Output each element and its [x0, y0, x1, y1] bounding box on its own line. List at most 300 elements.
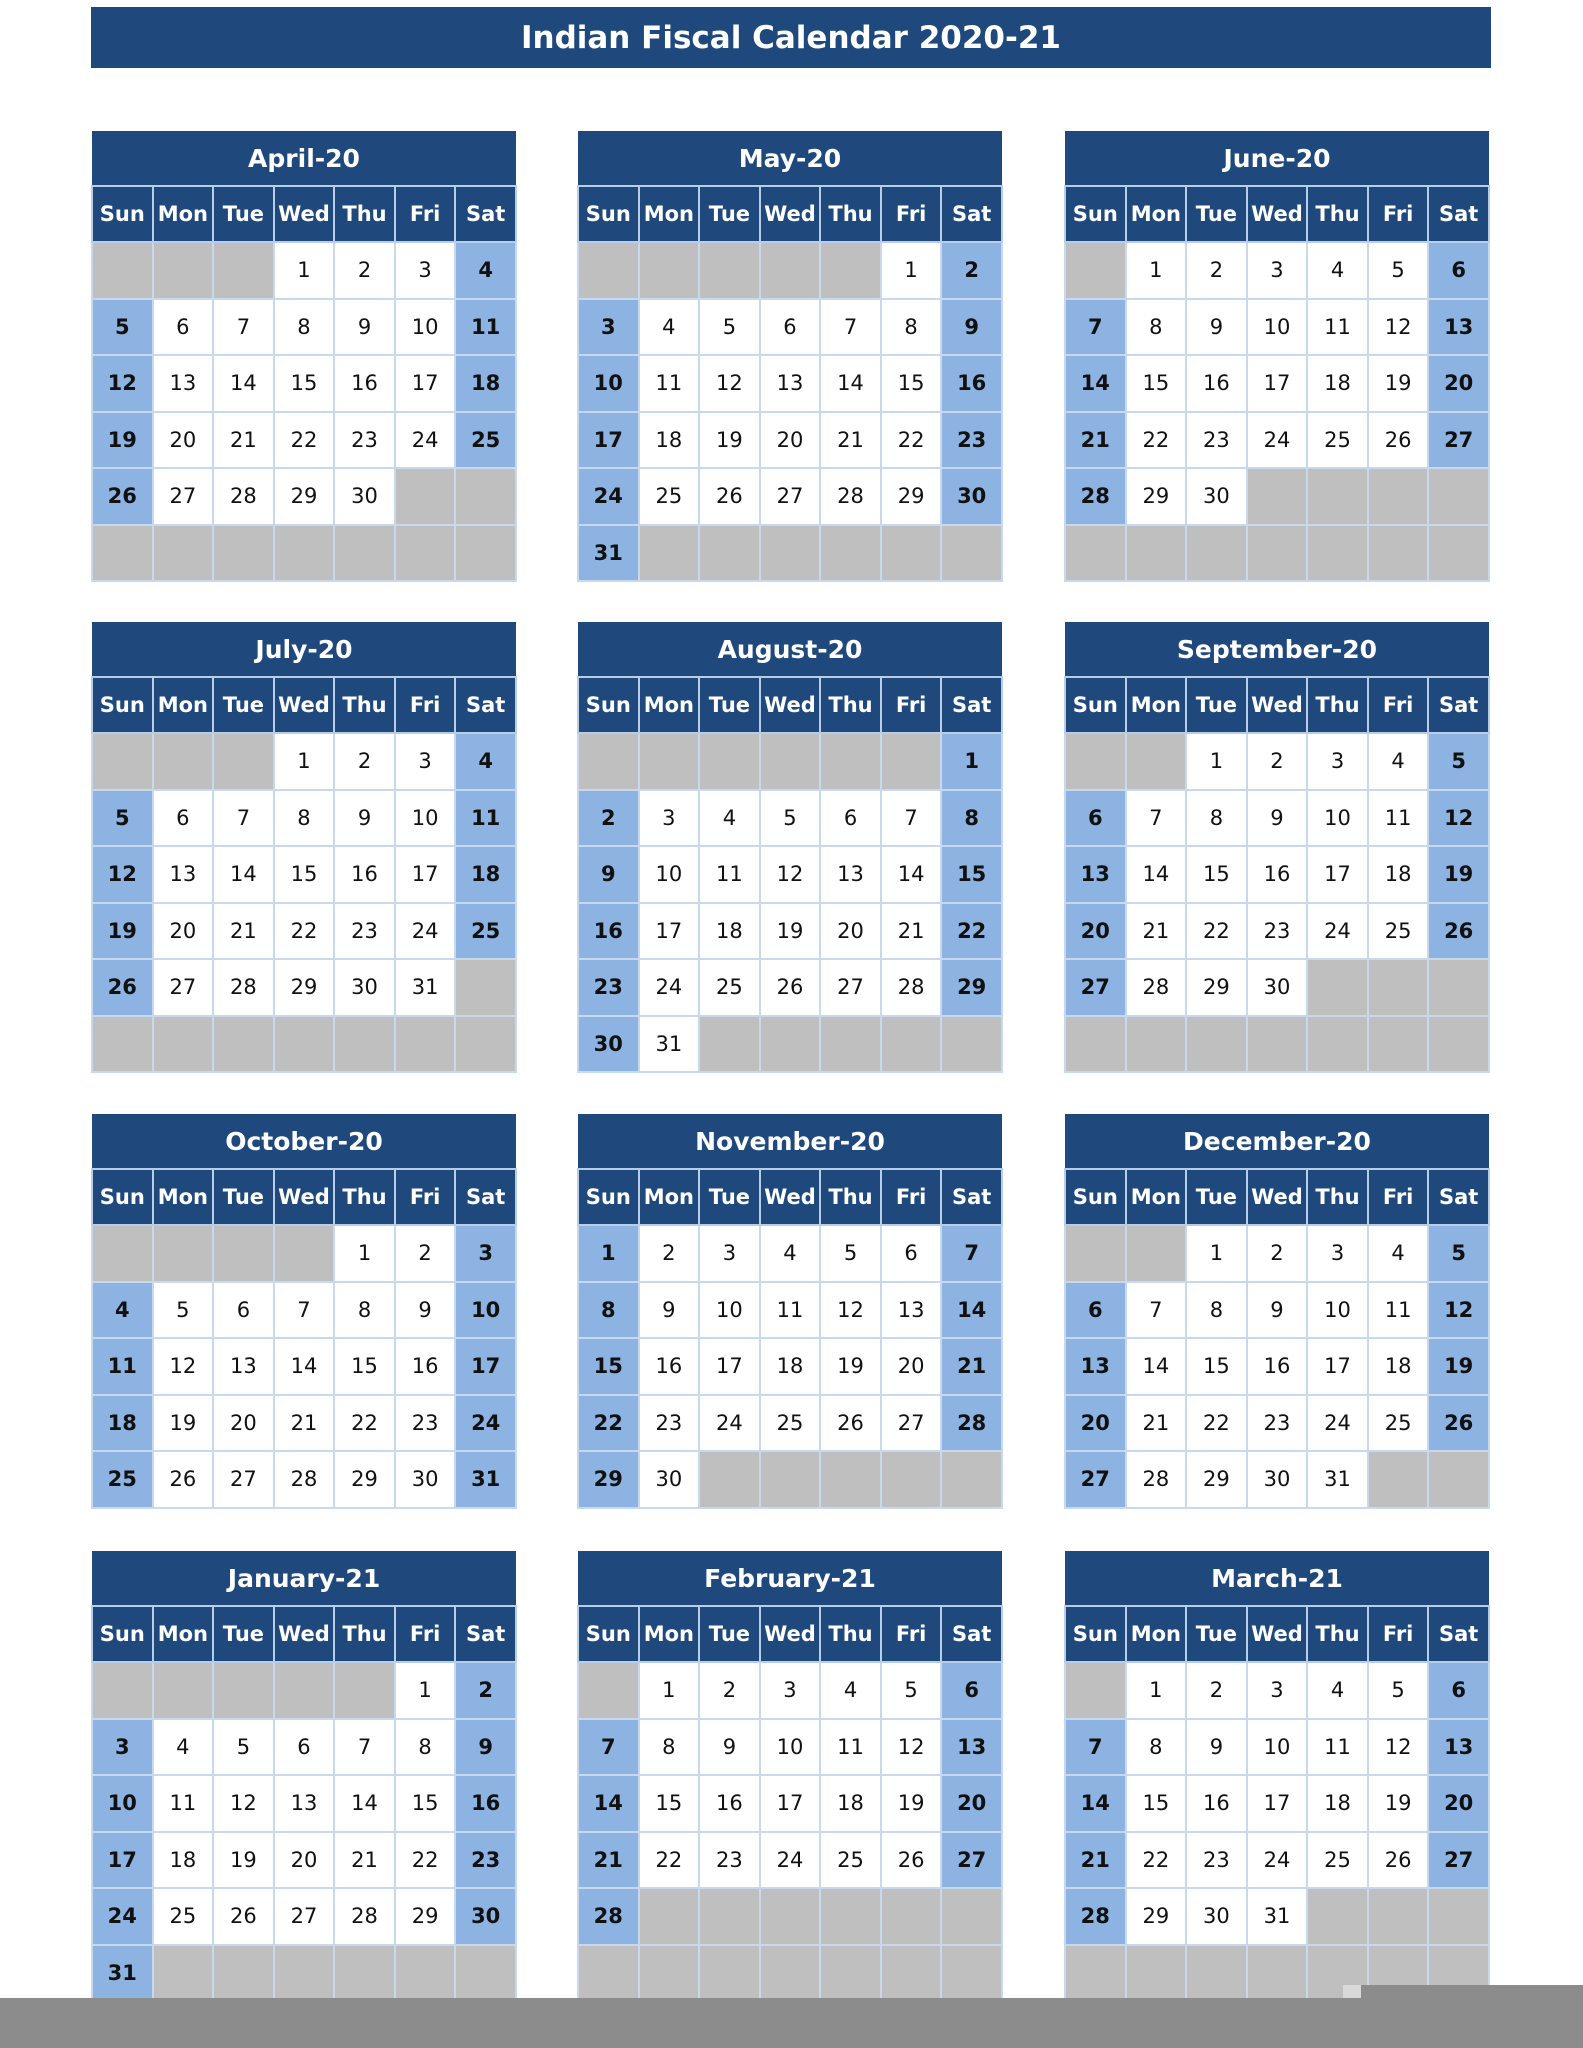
day-cell: 23 [1247, 1395, 1308, 1452]
month-calendar [577, 131, 1003, 582]
day-cell: 3 [1247, 1662, 1308, 1719]
day-cell: 4 [1307, 242, 1368, 299]
day-cell: 28 [941, 1395, 1002, 1452]
empty-day-cell [274, 1662, 335, 1719]
empty-day-cell [1368, 468, 1429, 525]
empty-day-cell [1307, 1888, 1368, 1945]
day-cell: 7 [941, 1225, 1002, 1282]
empty-day-cell [153, 733, 214, 790]
day-cell: 9 [1247, 790, 1308, 847]
day-cell: 4 [760, 1225, 821, 1282]
day-cell: 7 [274, 1282, 335, 1339]
day-cell: 6 [1065, 790, 1126, 847]
day-cell: 6 [760, 299, 821, 356]
day-cell: 12 [760, 846, 821, 903]
empty-day-cell [1126, 1945, 1187, 2002]
day-cell: 21 [1065, 1832, 1126, 1889]
empty-day-cell [941, 525, 1002, 582]
empty-day-cell [820, 1945, 881, 2002]
weekday-header: Mon [153, 186, 214, 242]
day-cell: 26 [881, 1832, 942, 1889]
month-title: May-20 [578, 131, 1002, 186]
day-cell: 16 [455, 1775, 516, 1832]
day-cell: 6 [941, 1662, 1002, 1719]
day-cell: 11 [1368, 790, 1429, 847]
day-cell: 3 [1307, 1225, 1368, 1282]
weekday-header: Mon [639, 1169, 700, 1225]
month-calendar [91, 131, 517, 582]
day-cell: 7 [213, 299, 274, 356]
day-cell: 8 [639, 1719, 700, 1776]
day-cell: 5 [820, 1225, 881, 1282]
empty-day-cell [760, 1945, 821, 2002]
day-cell: 25 [760, 1395, 821, 1452]
day-cell: 10 [395, 790, 456, 847]
day-cell: 15 [395, 1775, 456, 1832]
day-cell: 21 [213, 903, 274, 960]
day-cell: 22 [334, 1395, 395, 1452]
day-cell: 4 [1307, 1662, 1368, 1719]
day-cell: 23 [699, 1832, 760, 1889]
day-cell: 26 [92, 468, 153, 525]
empty-day-cell [881, 1016, 942, 1073]
day-cell: 28 [881, 959, 942, 1016]
empty-day-cell [92, 525, 153, 582]
empty-day-cell [820, 1888, 881, 1945]
weekday-header: Sat [455, 186, 516, 242]
day-cell: 31 [395, 959, 456, 1016]
day-cell: 8 [1186, 1282, 1247, 1339]
weekday-header: Fri [881, 186, 942, 242]
day-cell: 15 [334, 1338, 395, 1395]
empty-day-cell [639, 1945, 700, 2002]
day-cell: 25 [1368, 903, 1429, 960]
day-cell: 18 [455, 355, 516, 412]
day-cell: 18 [1307, 1775, 1368, 1832]
day-cell: 10 [1247, 1719, 1308, 1776]
empty-day-cell [92, 733, 153, 790]
weekday-header: Wed [760, 186, 821, 242]
day-cell: 9 [395, 1282, 456, 1339]
empty-day-cell [881, 733, 942, 790]
weekday-header: Fri [1368, 677, 1429, 733]
day-cell: 4 [820, 1662, 881, 1719]
day-cell: 5 [1428, 733, 1489, 790]
day-cell: 25 [639, 468, 700, 525]
day-cell: 5 [92, 790, 153, 847]
day-cell: 28 [274, 1451, 335, 1508]
day-cell: 8 [578, 1282, 639, 1339]
day-cell: 22 [274, 412, 335, 469]
day-cell: 23 [578, 959, 639, 1016]
day-cell: 2 [699, 1662, 760, 1719]
day-cell: 2 [455, 1662, 516, 1719]
day-cell: 22 [881, 412, 942, 469]
day-cell: 17 [92, 1832, 153, 1889]
day-cell: 27 [1428, 412, 1489, 469]
weekday-header: Tue [213, 1606, 274, 1662]
empty-day-cell [1368, 959, 1429, 1016]
empty-day-cell [881, 1451, 942, 1508]
empty-day-cell [881, 1945, 942, 2002]
day-cell: 30 [941, 468, 1002, 525]
day-cell: 13 [1065, 846, 1126, 903]
day-cell: 13 [153, 846, 214, 903]
day-cell: 14 [213, 846, 274, 903]
day-cell: 10 [1307, 1282, 1368, 1339]
day-cell: 30 [395, 1451, 456, 1508]
empty-day-cell [1126, 525, 1187, 582]
day-cell: 3 [455, 1225, 516, 1282]
day-cell: 8 [941, 790, 1002, 847]
day-cell: 5 [153, 1282, 214, 1339]
day-cell: 18 [1307, 355, 1368, 412]
day-cell: 17 [699, 1338, 760, 1395]
weekday-header: Mon [153, 1169, 214, 1225]
empty-day-cell [1065, 1945, 1126, 2002]
day-cell: 17 [395, 355, 456, 412]
day-cell: 29 [941, 959, 1002, 1016]
day-cell: 20 [153, 412, 214, 469]
day-cell: 19 [213, 1832, 274, 1889]
day-cell: 28 [820, 468, 881, 525]
empty-day-cell [1065, 1016, 1126, 1073]
month-title: July-20 [92, 622, 516, 677]
day-cell: 12 [213, 1775, 274, 1832]
day-cell: 24 [1307, 903, 1368, 960]
weekday-header: Fri [1368, 1606, 1429, 1662]
day-cell: 20 [213, 1395, 274, 1452]
day-cell: 30 [1186, 468, 1247, 525]
weekday-header: Wed [760, 1606, 821, 1662]
day-cell: 6 [881, 1225, 942, 1282]
day-cell: 16 [1186, 1775, 1247, 1832]
weekday-header: Fri [395, 1606, 456, 1662]
month-calendar [577, 1114, 1003, 1509]
day-cell: 13 [274, 1775, 335, 1832]
day-cell: 11 [153, 1775, 214, 1832]
day-cell: 13 [1428, 1719, 1489, 1776]
day-cell: 28 [1065, 1888, 1126, 1945]
empty-day-cell [455, 959, 516, 1016]
day-cell: 24 [639, 959, 700, 1016]
day-cell: 21 [941, 1338, 1002, 1395]
empty-day-cell [820, 1016, 881, 1073]
day-cell: 24 [92, 1888, 153, 1945]
day-cell: 24 [455, 1395, 516, 1452]
day-cell: 12 [1428, 790, 1489, 847]
day-cell: 8 [881, 299, 942, 356]
day-cell: 22 [1186, 903, 1247, 960]
empty-day-cell [760, 1451, 821, 1508]
day-cell: 4 [1368, 1225, 1429, 1282]
empty-day-cell [639, 733, 700, 790]
day-cell: 5 [1368, 242, 1429, 299]
empty-day-cell [1186, 1016, 1247, 1073]
weekday-header: Wed [1247, 677, 1308, 733]
day-cell: 17 [1247, 1775, 1308, 1832]
day-cell: 22 [578, 1395, 639, 1452]
weekday-header: Mon [1126, 677, 1187, 733]
day-cell: 15 [1126, 1775, 1187, 1832]
day-cell: 9 [455, 1719, 516, 1776]
empty-day-cell [213, 1016, 274, 1073]
day-cell: 11 [699, 846, 760, 903]
day-cell: 13 [153, 355, 214, 412]
day-cell: 6 [1428, 1662, 1489, 1719]
empty-day-cell [1368, 1016, 1429, 1073]
weekday-header: Sat [941, 1606, 1002, 1662]
month-title: April-20 [92, 131, 516, 186]
day-cell: 3 [92, 1719, 153, 1776]
empty-day-cell [1126, 1016, 1187, 1073]
day-cell: 22 [1186, 1395, 1247, 1452]
day-cell: 26 [820, 1395, 881, 1452]
day-cell: 23 [334, 412, 395, 469]
day-cell: 21 [820, 412, 881, 469]
empty-day-cell [274, 525, 335, 582]
empty-day-cell [578, 1945, 639, 2002]
day-cell: 12 [820, 1282, 881, 1339]
bottom-bar [0, 1998, 1583, 2048]
day-cell: 29 [395, 1888, 456, 1945]
day-cell: 17 [1307, 1338, 1368, 1395]
day-cell: 25 [153, 1888, 214, 1945]
empty-day-cell [1065, 733, 1126, 790]
day-cell: 21 [578, 1832, 639, 1889]
day-cell: 25 [455, 412, 516, 469]
empty-day-cell [699, 1888, 760, 1945]
empty-day-cell [153, 242, 214, 299]
day-cell: 9 [639, 1282, 700, 1339]
day-cell: 16 [578, 903, 639, 960]
day-cell: 21 [213, 412, 274, 469]
day-cell: 3 [395, 733, 456, 790]
empty-day-cell [1368, 525, 1429, 582]
day-cell: 13 [213, 1338, 274, 1395]
day-cell: 15 [274, 846, 335, 903]
day-cell: 27 [1065, 959, 1126, 1016]
empty-day-cell [213, 733, 274, 790]
empty-day-cell [395, 468, 456, 525]
empty-day-cell [153, 1945, 214, 2002]
empty-day-cell [92, 1016, 153, 1073]
day-cell: 14 [1126, 846, 1187, 903]
empty-day-cell [1186, 1945, 1247, 2002]
day-cell: 10 [1247, 299, 1308, 356]
day-cell: 19 [760, 903, 821, 960]
day-cell: 18 [92, 1395, 153, 1452]
empty-day-cell [760, 525, 821, 582]
empty-day-cell [881, 1888, 942, 1945]
day-cell: 5 [1368, 1662, 1429, 1719]
empty-day-cell [455, 1945, 516, 2002]
weekday-header: Sat [1428, 1169, 1489, 1225]
day-cell: 30 [334, 959, 395, 1016]
empty-day-cell [274, 1225, 335, 1282]
empty-day-cell [578, 733, 639, 790]
weekday-header: Thu [334, 186, 395, 242]
day-cell: 13 [1065, 1338, 1126, 1395]
day-cell: 23 [334, 903, 395, 960]
empty-day-cell [578, 242, 639, 299]
day-cell: 1 [639, 1662, 700, 1719]
day-cell: 29 [274, 959, 335, 1016]
empty-day-cell [153, 1662, 214, 1719]
weekday-header: Sun [1065, 1606, 1126, 1662]
empty-day-cell [334, 1945, 395, 2002]
weekday-header: Fri [1368, 186, 1429, 242]
empty-day-cell [1065, 525, 1126, 582]
day-cell: 19 [92, 903, 153, 960]
weekday-header: Sun [92, 1169, 153, 1225]
empty-day-cell [455, 1016, 516, 1073]
day-cell: 16 [395, 1338, 456, 1395]
weekday-header: Tue [213, 186, 274, 242]
empty-day-cell [699, 1451, 760, 1508]
day-cell: 7 [213, 790, 274, 847]
month-title: October-20 [92, 1114, 516, 1169]
day-cell: 28 [213, 959, 274, 1016]
empty-day-cell [334, 1662, 395, 1719]
empty-day-cell [1368, 1888, 1429, 1945]
day-cell: 28 [213, 468, 274, 525]
weekday-header: Sat [455, 1169, 516, 1225]
day-cell: 2 [639, 1225, 700, 1282]
day-cell: 12 [699, 355, 760, 412]
weekday-header: Fri [395, 1169, 456, 1225]
day-cell: 21 [274, 1395, 335, 1452]
day-cell: 1 [274, 242, 335, 299]
day-cell: 8 [274, 790, 335, 847]
day-cell: 31 [578, 525, 639, 582]
month-title: November-20 [578, 1114, 1002, 1169]
day-cell: 21 [1126, 1395, 1187, 1452]
empty-day-cell [820, 242, 881, 299]
empty-day-cell [1065, 1662, 1126, 1719]
day-cell: 27 [153, 959, 214, 1016]
day-cell: 14 [1126, 1338, 1187, 1395]
bottom-bar-notch-edge [1343, 1985, 1361, 1999]
empty-day-cell [1428, 1451, 1489, 1508]
day-cell: 16 [334, 355, 395, 412]
empty-day-cell [1247, 468, 1308, 525]
day-cell: 24 [1307, 1395, 1368, 1452]
empty-day-cell [274, 1945, 335, 2002]
weekday-header: Thu [820, 677, 881, 733]
month-title: January-21 [92, 1551, 516, 1606]
day-cell: 11 [455, 299, 516, 356]
day-cell: 10 [578, 355, 639, 412]
empty-day-cell [941, 1451, 1002, 1508]
day-cell: 8 [334, 1282, 395, 1339]
day-cell: 18 [1368, 1338, 1429, 1395]
day-cell: 7 [334, 1719, 395, 1776]
day-cell: 19 [1368, 1775, 1429, 1832]
day-cell: 23 [455, 1832, 516, 1889]
day-cell: 14 [274, 1338, 335, 1395]
weekday-header: Sat [455, 1606, 516, 1662]
day-cell: 15 [1186, 846, 1247, 903]
weekday-header: Fri [881, 1606, 942, 1662]
day-cell: 1 [274, 733, 335, 790]
day-cell: 15 [941, 846, 1002, 903]
day-cell: 5 [881, 1662, 942, 1719]
day-cell: 14 [213, 355, 274, 412]
day-cell: 20 [1065, 903, 1126, 960]
day-cell: 13 [881, 1282, 942, 1339]
empty-day-cell [334, 525, 395, 582]
day-cell: 15 [881, 355, 942, 412]
day-cell: 2 [1186, 1662, 1247, 1719]
day-cell: 5 [92, 299, 153, 356]
month-calendar [577, 622, 1003, 1073]
day-cell: 18 [455, 846, 516, 903]
day-cell: 9 [941, 299, 1002, 356]
day-cell: 27 [1428, 1832, 1489, 1889]
day-cell: 19 [820, 1338, 881, 1395]
weekday-header: Sat [941, 186, 1002, 242]
day-cell: 2 [395, 1225, 456, 1282]
empty-day-cell [213, 242, 274, 299]
day-cell: 19 [92, 412, 153, 469]
weekday-header: Sat [1428, 1606, 1489, 1662]
day-cell: 20 [820, 903, 881, 960]
day-cell: 17 [639, 903, 700, 960]
weekday-header: Sun [92, 1606, 153, 1662]
day-cell: 2 [1247, 1225, 1308, 1282]
day-cell: 23 [395, 1395, 456, 1452]
empty-day-cell [699, 242, 760, 299]
empty-day-cell [455, 525, 516, 582]
weekday-header: Thu [334, 677, 395, 733]
day-cell: 25 [1307, 412, 1368, 469]
weekday-header: Tue [213, 677, 274, 733]
day-cell: 14 [334, 1775, 395, 1832]
empty-day-cell [760, 242, 821, 299]
empty-day-cell [760, 733, 821, 790]
weekday-header: Sat [455, 677, 516, 733]
day-cell: 1 [1186, 733, 1247, 790]
day-cell: 29 [578, 1451, 639, 1508]
day-cell: 25 [92, 1451, 153, 1508]
day-cell: 1 [1126, 1662, 1187, 1719]
empty-day-cell [1368, 1451, 1429, 1508]
day-cell: 30 [639, 1451, 700, 1508]
weekday-header: Mon [639, 1606, 700, 1662]
weekday-header: Fri [881, 1169, 942, 1225]
day-cell: 23 [1247, 903, 1308, 960]
empty-day-cell [213, 1945, 274, 2002]
day-cell: 29 [334, 1451, 395, 1508]
day-cell: 1 [395, 1662, 456, 1719]
weekday-header: Tue [699, 1169, 760, 1225]
day-cell: 8 [1126, 299, 1187, 356]
weekday-header: Thu [1307, 677, 1368, 733]
day-cell: 27 [820, 959, 881, 1016]
weekday-header: Wed [1247, 186, 1308, 242]
day-cell: 1 [941, 733, 1002, 790]
weekday-header: Fri [1368, 1169, 1429, 1225]
day-cell: 19 [699, 412, 760, 469]
weekday-header: Sun [1065, 677, 1126, 733]
day-cell: 30 [1247, 1451, 1308, 1508]
day-cell: 26 [760, 959, 821, 1016]
day-cell: 30 [1186, 1888, 1247, 1945]
day-cell: 26 [213, 1888, 274, 1945]
day-cell: 27 [881, 1395, 942, 1452]
weekday-header: Thu [334, 1606, 395, 1662]
